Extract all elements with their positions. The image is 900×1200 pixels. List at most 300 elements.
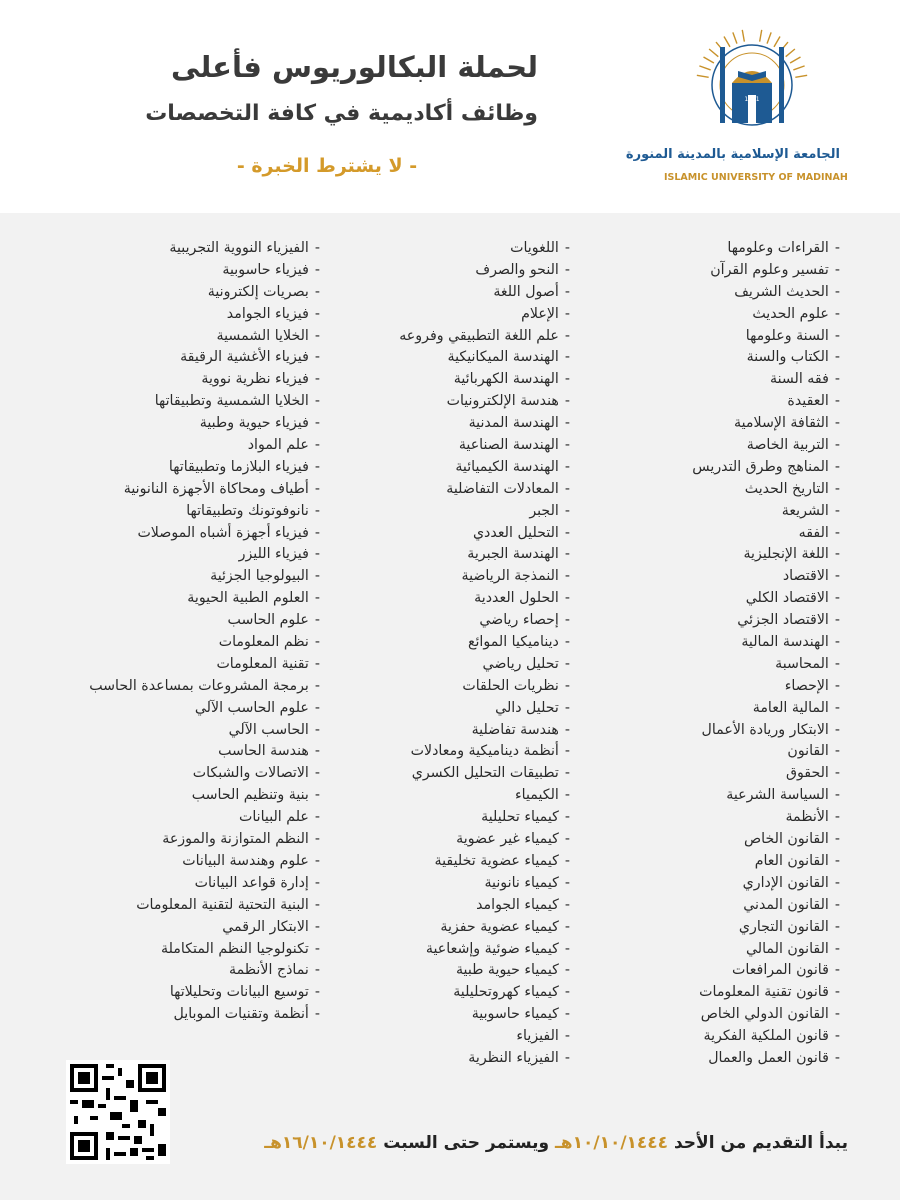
list-dash: - xyxy=(834,1049,840,1066)
list-dash: - xyxy=(314,480,320,497)
specialty-item xyxy=(310,960,570,982)
list-dash: - xyxy=(564,918,570,935)
list-dash: - xyxy=(834,458,840,475)
specialty-label: الإعلام xyxy=(521,305,559,322)
list-dash: - xyxy=(564,809,570,826)
list-dash: - xyxy=(314,1006,320,1023)
specialty-item xyxy=(310,676,570,698)
specialty-item xyxy=(310,654,570,676)
specialty-label: فيزياء الجوامد xyxy=(226,305,309,322)
list-dash: - xyxy=(314,918,320,935)
specialty-label: فقه السنة xyxy=(769,371,829,388)
specialty-item xyxy=(30,457,320,479)
specialty-label: المالية العامة xyxy=(752,699,829,716)
specialty-label: فيزياء البلازما وتطبيقاتها xyxy=(168,458,309,475)
list-dash: - xyxy=(564,634,570,651)
specialty-item xyxy=(310,457,570,479)
list-dash: - xyxy=(314,721,320,738)
start-date: ١٠/١٠/١٤٤٤هـ xyxy=(555,1133,669,1153)
list-dash: - xyxy=(834,590,840,607)
specialties-column-left xyxy=(30,238,320,1026)
list-dash: - xyxy=(834,699,840,716)
specialty-label: قانون الملكية الفكرية xyxy=(703,1028,829,1045)
list-dash: - xyxy=(314,655,320,672)
specialty-label: تحليل رياضي xyxy=(482,655,559,672)
specialty-label: العقيدة xyxy=(787,393,829,410)
specialty-item xyxy=(610,304,840,326)
specialty-label: بصريات إلكترونية xyxy=(207,283,309,300)
list-dash: - xyxy=(834,918,840,935)
specialty-item xyxy=(310,610,570,632)
list-dash: - xyxy=(834,809,840,826)
specialty-label: هندسة تفاضلية xyxy=(471,721,559,738)
list-dash: - xyxy=(564,984,570,1001)
svg-text:1381: 1381 xyxy=(744,96,760,103)
specialty-item xyxy=(610,566,840,588)
specialty-item xyxy=(610,829,840,851)
specialty-item xyxy=(310,588,570,610)
specialty-label: كيمياء حاسوبية xyxy=(471,1006,559,1023)
list-dash: - xyxy=(834,765,840,782)
list-dash: - xyxy=(564,371,570,388)
specialty-item xyxy=(310,720,570,742)
specialty-label: كيمياء غير عضوية xyxy=(456,831,559,848)
specialty-item xyxy=(310,763,570,785)
specialty-label: الفيزياء النووية التجريبية xyxy=(169,240,309,256)
specialty-label: علم المواد xyxy=(247,437,309,454)
specialty-label: القانون الدولي الخاص xyxy=(700,1006,829,1023)
specialty-label: كيمياء عضوية تخليقية xyxy=(434,852,559,869)
specialty-label: المعادلات التفاضلية xyxy=(446,480,559,497)
specialty-item xyxy=(310,282,570,304)
list-dash: - xyxy=(314,524,320,541)
specialty-item xyxy=(610,282,840,304)
specialty-label: أطياف ومحاكاة الأجهزة النانونية xyxy=(123,480,309,497)
list-dash: - xyxy=(564,349,570,366)
specialty-item xyxy=(30,347,320,369)
specialty-item xyxy=(310,632,570,654)
specialty-label: الاقتصاد الجزئي xyxy=(737,612,829,629)
specialty-item xyxy=(30,873,320,895)
specialty-label: فيزياء حيوية وطبية xyxy=(199,415,309,432)
specialty-item xyxy=(30,807,320,829)
specialty-label: نانوفوتونك وتطبيقاتها xyxy=(186,502,309,519)
list-dash: - xyxy=(314,612,320,629)
specialties-column-middle xyxy=(310,238,570,1070)
list-dash: - xyxy=(314,984,320,1001)
specialty-item xyxy=(610,763,840,785)
list-dash: - xyxy=(564,437,570,454)
specialty-label: الهندسة المالية xyxy=(741,634,829,651)
list-dash: - xyxy=(834,787,840,804)
list-dash: - xyxy=(834,852,840,869)
specialty-label: الكتاب والسنة xyxy=(746,349,829,366)
specialty-label: علوم الحاسب xyxy=(227,612,309,629)
specialty-item xyxy=(310,566,570,588)
specialty-label: قانون تقنية المعلومات xyxy=(699,984,829,1001)
specialty-label: القراءات وعلومها xyxy=(727,240,829,256)
specialty-label: الكيمياء xyxy=(515,787,559,804)
list-dash: - xyxy=(314,458,320,475)
specialty-item xyxy=(30,741,320,763)
list-dash: - xyxy=(314,327,320,344)
specialty-label: كيمياء كهروتحليلية xyxy=(453,984,559,1001)
university-logo xyxy=(625,25,848,195)
list-dash: - xyxy=(834,480,840,497)
list-dash: - xyxy=(314,962,320,979)
list-dash: - xyxy=(564,546,570,563)
list-dash: - xyxy=(314,568,320,585)
specialty-label: الاقتصاد الكلي xyxy=(745,590,829,607)
specialty-item xyxy=(610,347,840,369)
end-date: ١٦/١٠/١٤٤٤هـ xyxy=(264,1133,378,1153)
specialty-label: نماذج الأنظمة xyxy=(228,962,309,979)
list-dash: - xyxy=(564,1028,570,1045)
specialty-label: تطبيقات التحليل الكسري xyxy=(411,765,559,782)
specialty-label: السنة وعلومها xyxy=(745,327,829,344)
specialty-item xyxy=(30,829,320,851)
list-dash: - xyxy=(314,743,320,760)
specialty-item xyxy=(610,238,840,260)
specialty-label: تقنية المعلومات xyxy=(216,655,309,672)
specialty-item xyxy=(30,326,320,348)
specialty-item xyxy=(30,588,320,610)
specialty-label: كيمياء الجوامد xyxy=(476,896,559,913)
specialty-item xyxy=(30,960,320,982)
specialty-label: فيزياء الليزر xyxy=(238,546,309,563)
list-dash: - xyxy=(834,940,840,957)
specialty-item xyxy=(610,654,840,676)
list-dash: - xyxy=(564,261,570,278)
specialty-label: بنية وتنظيم الحاسب xyxy=(191,787,309,804)
list-dash: - xyxy=(564,655,570,672)
specialty-label: الابتكار الرقمي xyxy=(222,918,309,935)
specialty-item xyxy=(610,807,840,829)
specialty-label: الإحصاء xyxy=(784,677,829,694)
list-dash: - xyxy=(564,393,570,410)
specialty-item xyxy=(310,479,570,501)
list-dash: - xyxy=(834,634,840,651)
specialty-label: تكنولوجيا النظم المتكاملة xyxy=(161,940,309,957)
specialty-item xyxy=(610,676,840,698)
list-dash: - xyxy=(314,765,320,782)
specialty-item xyxy=(610,632,840,654)
specialty-item xyxy=(30,610,320,632)
list-dash: - xyxy=(834,874,840,891)
specialty-label: الهندسة الصناعية xyxy=(458,437,559,454)
list-dash: - xyxy=(564,721,570,738)
specialty-item xyxy=(30,413,320,435)
specialty-label: الخلايا الشمسية وتطبيقاتها xyxy=(154,393,309,410)
list-dash: - xyxy=(314,502,320,519)
specialty-item xyxy=(30,260,320,282)
specialty-label: برمجة المشروعات بمساعدة الحاسب xyxy=(89,677,309,694)
specialty-item xyxy=(30,282,320,304)
specialty-label: المحاسبة xyxy=(775,655,829,672)
specialty-item xyxy=(610,610,840,632)
list-dash: - xyxy=(564,699,570,716)
specialty-label: التاريخ الحديث xyxy=(744,480,829,497)
specialty-label: علوم وهندسة البيانات xyxy=(182,852,309,869)
list-dash: - xyxy=(314,940,320,957)
list-dash: - xyxy=(314,393,320,410)
specialty-label: الحاسب الآلي xyxy=(228,721,309,738)
list-dash: - xyxy=(834,349,840,366)
list-dash: - xyxy=(314,261,320,278)
list-dash: - xyxy=(834,655,840,672)
list-dash: - xyxy=(564,568,570,585)
list-dash: - xyxy=(314,874,320,891)
list-dash: - xyxy=(314,809,320,826)
specialty-item xyxy=(610,413,840,435)
specialty-item xyxy=(610,588,840,610)
specialty-item xyxy=(30,435,320,457)
list-dash: - xyxy=(314,349,320,366)
list-dash: - xyxy=(314,677,320,694)
list-dash: - xyxy=(314,699,320,716)
specialty-label: الاتصالات والشبكات xyxy=(192,765,309,782)
list-dash: - xyxy=(314,305,320,322)
specialty-label: الشريعة xyxy=(781,502,829,519)
list-dash: - xyxy=(564,305,570,322)
specialty-label: أنظمة ديناميكية ومعادلات xyxy=(410,743,559,760)
specialty-label: علوم الحاسب الآلي xyxy=(194,699,309,716)
header xyxy=(0,0,900,213)
specialty-item xyxy=(310,895,570,917)
list-dash: - xyxy=(834,240,840,256)
specialty-label: الهندسة الكيميائية xyxy=(455,458,559,475)
specialties-column-right xyxy=(610,238,840,1070)
specialty-item xyxy=(610,457,840,479)
specialty-item xyxy=(610,1004,840,1026)
list-dash: - xyxy=(564,480,570,497)
specialty-label: القانون الإداري xyxy=(742,874,829,891)
specialty-label: قانون المرافعات xyxy=(732,962,829,979)
list-dash: - xyxy=(314,852,320,869)
specialty-item xyxy=(310,326,570,348)
specialty-item xyxy=(30,391,320,413)
specialty-item xyxy=(310,1048,570,1070)
specialty-label: النظم المتوازنة والموزعة xyxy=(162,831,309,848)
specialty-item xyxy=(610,479,840,501)
specialty-item xyxy=(310,698,570,720)
specialty-item xyxy=(610,435,840,457)
specialty-label: الهندسة المدنية xyxy=(468,415,559,432)
list-dash: - xyxy=(314,415,320,432)
specialty-label: القانون التجاري xyxy=(738,918,829,935)
specialty-label: القانون المالي xyxy=(745,940,829,957)
specialty-label: التربية الخاصة xyxy=(746,437,829,454)
application-dates xyxy=(264,1133,848,1153)
specialty-label: القانون المدني xyxy=(743,896,829,913)
specialty-item xyxy=(30,544,320,566)
logo-name-english: ISLAMIC UNIVERSITY OF MADINAH xyxy=(664,172,848,183)
specialty-label: فيزياء الأغشية الرقيقة xyxy=(180,349,309,366)
list-dash: - xyxy=(564,962,570,979)
specialty-label: النحو والصرف xyxy=(475,261,559,278)
specialty-label: توسيع البيانات وتحليلاتها xyxy=(169,984,309,1001)
specialty-label: تحليل دالي xyxy=(495,699,559,716)
list-dash: - xyxy=(834,896,840,913)
specialty-label: اللغة الإنجليزية xyxy=(743,546,829,563)
specialty-item xyxy=(310,807,570,829)
specialty-item xyxy=(310,982,570,1004)
specialty-item xyxy=(310,369,570,391)
specialty-label: الهندسة الميكانيكية xyxy=(447,349,559,366)
list-dash: - xyxy=(834,371,840,388)
specialty-label: السياسة الشرعية xyxy=(726,787,829,804)
specialty-label: الثقافة الإسلامية xyxy=(734,415,829,432)
no-experience-tagline: - لا يشترط الخبرة - xyxy=(236,155,418,177)
list-dash: - xyxy=(834,1006,840,1023)
specialty-item xyxy=(610,895,840,917)
specialty-item xyxy=(310,435,570,457)
specialty-item xyxy=(610,939,840,961)
specialty-label: الحديث الشريف xyxy=(734,283,829,300)
footer-prefix: يبدأ التقديم من الأحد xyxy=(673,1133,848,1153)
specialty-label: أصول اللغة xyxy=(493,283,559,300)
specialty-label: الاقتصاد xyxy=(782,568,829,585)
specialty-label: كيمياء ضوئية وإشعاعية xyxy=(425,940,559,957)
list-dash: - xyxy=(564,612,570,629)
list-dash: - xyxy=(834,962,840,979)
list-dash: - xyxy=(834,283,840,300)
specialty-item xyxy=(310,917,570,939)
specialty-item xyxy=(310,544,570,566)
list-dash: - xyxy=(834,721,840,738)
specialty-item xyxy=(310,260,570,282)
list-dash: - xyxy=(314,590,320,607)
specialty-item xyxy=(30,763,320,785)
specialty-item xyxy=(30,785,320,807)
specialty-item xyxy=(310,523,570,545)
list-dash: - xyxy=(834,502,840,519)
specialty-item xyxy=(610,523,840,545)
list-dash: - xyxy=(564,940,570,957)
specialty-label: كيمياء تحليلية xyxy=(481,809,559,826)
specialty-item xyxy=(30,1004,320,1026)
specialty-item xyxy=(30,566,320,588)
specialty-label: القانون xyxy=(787,743,829,760)
list-dash: - xyxy=(564,240,570,256)
specialty-label: قانون العمل والعمال xyxy=(708,1049,829,1066)
specialty-label: القانون الخاص xyxy=(744,831,829,848)
specialty-label: الفيزياء xyxy=(516,1028,559,1045)
specialty-item xyxy=(610,369,840,391)
specialty-label: علم اللغة التطبيقي وفروعه xyxy=(399,327,559,344)
specialty-item xyxy=(310,304,570,326)
specialty-item xyxy=(310,851,570,873)
specialty-item xyxy=(310,391,570,413)
list-dash: - xyxy=(564,283,570,300)
specialty-item xyxy=(310,1026,570,1048)
specialty-label: كيمياء نانونية xyxy=(484,874,559,891)
specialty-item xyxy=(610,785,840,807)
list-dash: - xyxy=(314,831,320,848)
list-dash: - xyxy=(564,1006,570,1023)
specialty-label: النمذجة الرياضية xyxy=(461,568,559,585)
list-dash: - xyxy=(564,327,570,344)
list-dash: - xyxy=(564,1049,570,1066)
list-dash: - xyxy=(834,261,840,278)
list-dash: - xyxy=(314,283,320,300)
specialty-item xyxy=(610,1026,840,1048)
list-dash: - xyxy=(834,415,840,432)
list-dash: - xyxy=(314,896,320,913)
list-dash: - xyxy=(834,546,840,563)
page-title: لحملة البكالوريوس فأعلى xyxy=(171,50,538,84)
list-dash: - xyxy=(314,546,320,563)
specialty-label: الهندسة الكهربائية xyxy=(453,371,559,388)
list-dash: - xyxy=(834,393,840,410)
specialty-item xyxy=(30,851,320,873)
specialty-item xyxy=(610,1048,840,1070)
specialty-item xyxy=(310,1004,570,1026)
footer-middle: ويستمر حتى السبت xyxy=(383,1133,550,1153)
specialty-label: نظريات الحلقات xyxy=(462,677,559,694)
specialty-item xyxy=(610,960,840,982)
specialty-item xyxy=(310,829,570,851)
specialty-item xyxy=(30,238,320,260)
list-dash: - xyxy=(314,240,320,256)
list-dash: - xyxy=(834,305,840,322)
specialty-label: البنية التحتية لتقنية المعلومات xyxy=(136,896,309,913)
specialty-label: كيمياء حيوية طبية xyxy=(455,962,559,979)
list-dash: - xyxy=(314,437,320,454)
university-emblem-icon xyxy=(664,25,840,147)
specialty-label: نظم المعلومات xyxy=(218,634,309,651)
specialty-item xyxy=(30,698,320,720)
list-dash: - xyxy=(564,896,570,913)
specialty-item xyxy=(30,632,320,654)
list-dash: - xyxy=(564,743,570,760)
specialty-item xyxy=(310,413,570,435)
specialty-label: اللغويات xyxy=(510,240,559,256)
qr-code[interactable] xyxy=(66,1060,170,1164)
specialty-item xyxy=(610,741,840,763)
list-dash: - xyxy=(564,677,570,694)
specialty-label: الأنظمة xyxy=(785,809,829,826)
specialty-label: المناهج وطرق التدريس xyxy=(692,458,829,475)
specialty-item xyxy=(30,676,320,698)
specialty-label: التحليل العددي xyxy=(472,524,559,541)
list-dash: - xyxy=(564,502,570,519)
specialty-item xyxy=(610,391,840,413)
list-dash: - xyxy=(314,371,320,388)
specialty-label: الفقه xyxy=(798,524,829,541)
list-dash: - xyxy=(564,590,570,607)
specialty-label: فيزياء نظرية نووية xyxy=(201,371,309,388)
specialty-item xyxy=(30,479,320,501)
specialty-label: فيزياء أجهزة أشباه الموصلات xyxy=(137,524,309,541)
specialty-item xyxy=(30,654,320,676)
list-dash: - xyxy=(564,765,570,782)
list-dash: - xyxy=(834,1028,840,1045)
qr-code-icon xyxy=(66,1060,170,1164)
specialty-item xyxy=(30,895,320,917)
specialty-label: القانون العام xyxy=(754,852,829,869)
specialty-label: إحصاء رياضي xyxy=(479,612,559,629)
specialty-item xyxy=(310,785,570,807)
specialty-item xyxy=(310,238,570,260)
specialty-item xyxy=(30,720,320,742)
list-dash: - xyxy=(834,612,840,629)
list-dash: - xyxy=(564,458,570,475)
specialty-item xyxy=(310,347,570,369)
specialty-item xyxy=(30,939,320,961)
list-dash: - xyxy=(314,634,320,651)
list-dash: - xyxy=(834,831,840,848)
